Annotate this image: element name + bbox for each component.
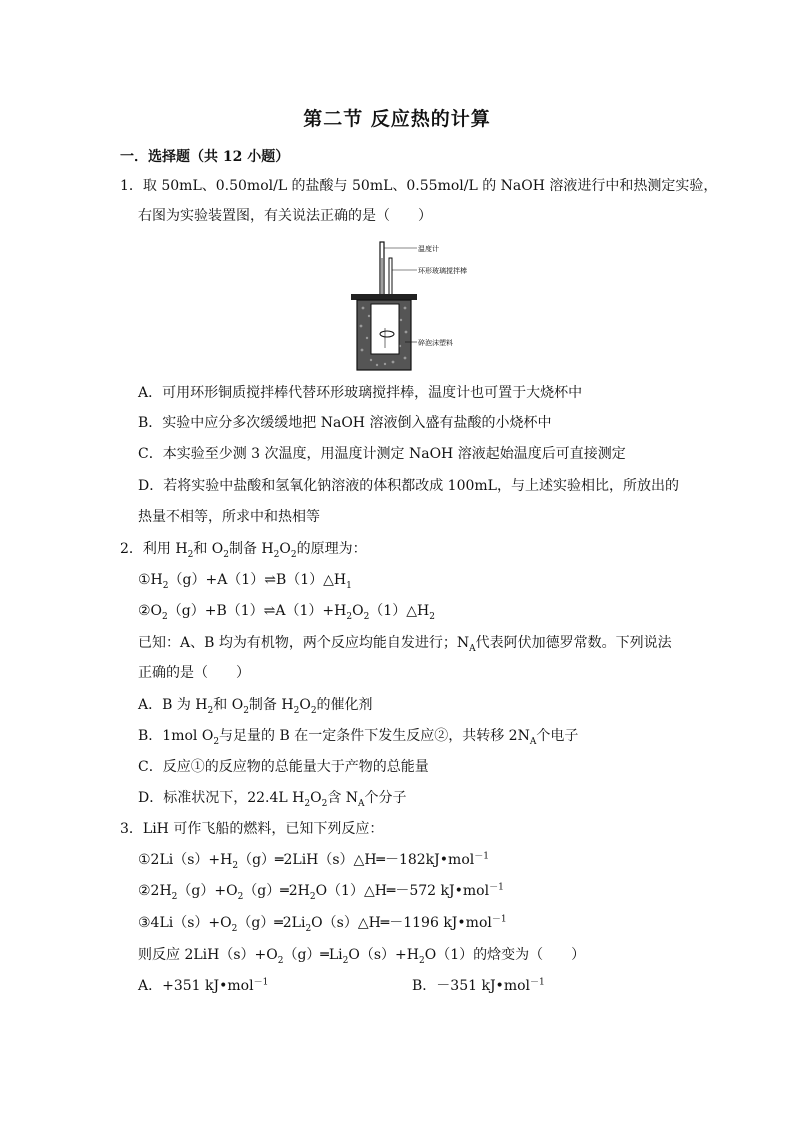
- q1-option-a: A．可用环形铜质搅拌棒代替环形玻璃搅拌棒，温度计也可置于大烧杯中: [138, 385, 583, 401]
- figure-label-stirrer: 环形玻璃搅拌棒: [418, 267, 467, 275]
- q3-reaction-1: $①2Li(s)+H_2(g)═2LiH(s)\triangle H═-182kJ•mol^{-1}$: [138, 851, 489, 871]
- q2-reaction-1: $①H_2(g)+A(1)\rightleftharpoons B(1)\triangle H_1$: [138, 572, 352, 591]
- q3-option-b: B．－351 kJ•mol$^{-1}$: [412, 977, 545, 994]
- q3-stem: 3．LiH 可作飞船的燃料，已知下列反应：: [120, 821, 384, 837]
- figure-label-foam: 碎泡沫塑料: [418, 339, 453, 347]
- q1-option-b: B．实验中应分多次缓缓地把 NaOH 溶液倒入盛有盐酸的小烧杯中: [138, 415, 552, 431]
- q3-reaction-3: $③4Li(s)+O_2(g)═2Li_2O(s)\triangle H═-1196$ kJ•mol$^{-1}$: [138, 914, 507, 934]
- q2-stem: 2．利用 $H_2$和 $O_2$制备 $H_2O_2$的原理为：: [120, 541, 367, 560]
- figure-label-thermometer: 温度计: [418, 245, 439, 253]
- calorimeter-figure: [345, 238, 475, 372]
- section-heading: 一．选择题（共 12 小题）: [120, 149, 290, 165]
- q2-option-d: D．标准状况下，22.4L $H_2O_2$含 $N_A$个分子: [138, 790, 407, 809]
- q2-known-line1: 已知：A、B 均为有机物，两个反应均能自发进行；$N_A$代表阿伏加德罗常数。下列说法: [138, 635, 672, 654]
- q3-option-a: A．+351 kJ•mol$^{-1}$: [138, 977, 269, 994]
- q2-option-b: B．1mol $O_2$与足量的 B 在一定条件下发生反应②，共转移 $2N_A$个电子: [138, 728, 579, 747]
- q1-stem-line1: 1．取 50mL、0.50mol/L 的盐酸与 50mL、0.55mol/L 的 NaOH 溶液进行中和热测定实验，: [120, 178, 718, 194]
- q1-stem-line2: 右图为实验装置图，有关说法正确的是（ ）: [138, 208, 432, 224]
- page-title: 第二节 反应热的计算: [303, 108, 491, 130]
- q2-option-a: A．B 为 $H_2$和 $O_2$制备 $H_2O_2$的催化剂: [138, 697, 373, 716]
- q3-question: 则反应 $2LiH(s)+O_2(g)═Li_2O(s)+H_2O(1)$的焓变为（ ）: [138, 947, 586, 966]
- q1-option-d-line2: 热量不相等，所求中和热相等: [138, 509, 320, 525]
- q2-option-c: C．反应①的反应物的总能量大于产物的总能量: [138, 759, 429, 775]
- q1-option-d-line1: D．若将实验中盐酸和氢氧化钠溶液的体积都改成 100mL，与上述实验相比，所放出的: [138, 478, 679, 494]
- q3-reaction-2: $②2H_2(g)+O_2(g)═2H_2O(1)\triangle H═-572$ kJ•mol$^{-1}$: [138, 882, 504, 902]
- q2-reaction-2: $②O_2(g)+B(1)\rightleftharpoons A(1)+H_2O_2(1)\triangle H_2$: [138, 603, 435, 622]
- q1-option-c: C．本实验至少测 3 次温度，用温度计测定 NaOH 溶液起始温度后可直接测定: [138, 446, 626, 462]
- q2-known-line2: 正确的是（ ）: [138, 665, 250, 681]
